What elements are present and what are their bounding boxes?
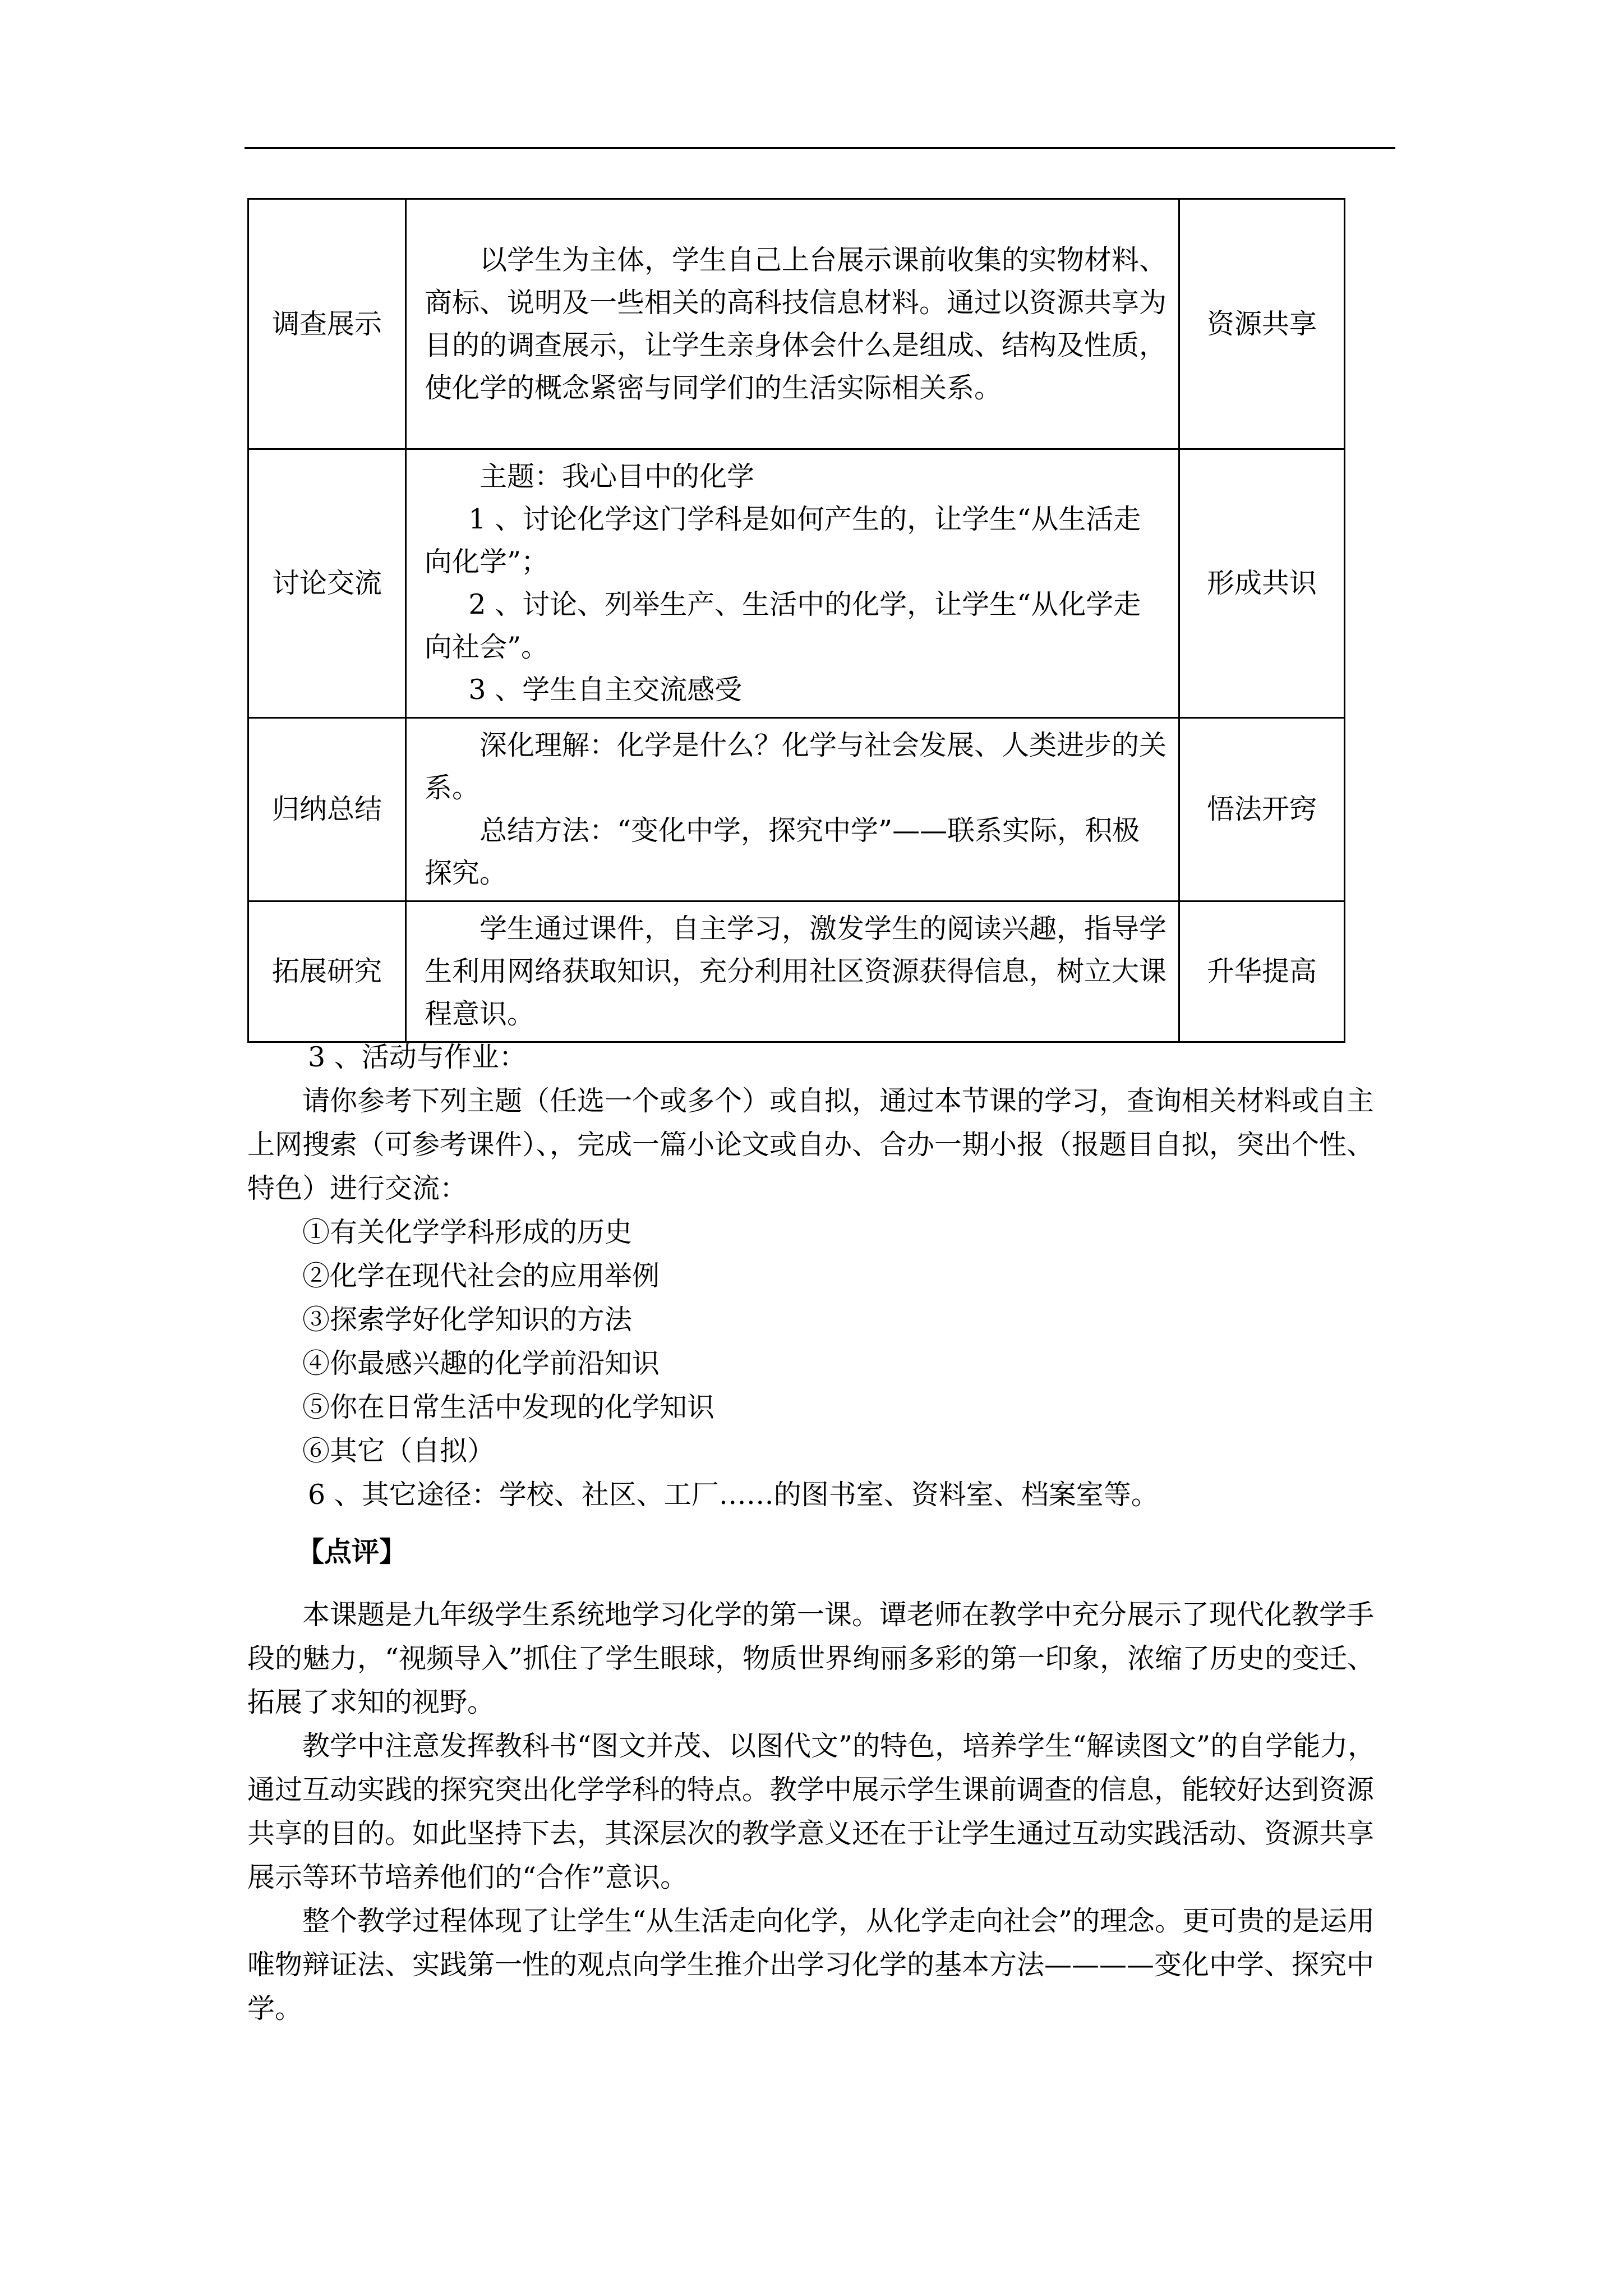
table-row [248,901,1345,1042]
activity-intro: 请你参考下列主题（任选一个或多个）或自拟，通过本节课的学习，查询相关材料或自主上网搜索（可参考课件）、，完成一篇小论文或自办、合办一期小报（报题目自拟，突出个性、特色）进行交流： [247,1085,1375,1204]
row-label: 讨论交流 [248,449,406,718]
row-goal: 升华提高 [1179,901,1345,1042]
row-goal: 资源共享 [1179,199,1345,449]
row-content-text: 学生通过课件，自主学习，激发学生的阅读兴趣，指导学生利用网络获取知识，充分利用社区资源获得信息，树立大课程意识。 [425,913,1167,1030]
review-paragraph: 整个教学过程体现了让学生“从生活走向化学，从化学走向社会”的理念。更可贵的是运用唯物辩证法、实践第一性的观点向学生推介出学习化学的基本方法————变化中学、探究中学。 [247,1905,1375,2024]
row-content [406,901,1179,1042]
table-row [248,199,1345,449]
row-label: 拓展研究 [248,901,406,1042]
row-content-text: 主题：我心目中的化学 [479,461,755,493]
table-row [248,449,1345,718]
topic-item: ⑥其它（自拟） [302,1435,495,1467]
table-row [248,718,1345,901]
row-label: 调查展示 [248,199,406,449]
row-content-text: 总结方法：“变化中学，探究中学”——联系实际，积极探究。 [425,815,1140,889]
row-content-text: 以学生为主体，学生自己上台展示课前收集的实物材料、商标、说明及一些相关的高科技信息材料。通过以资源共享为目的的调查展示，让学生亲身体会什么是组成、结构及性质，使化学的概念紧密与同学们的生活实际相关系。 [425,243,1167,404]
topic-item: ⑤你在日常生活中发现的化学知识 [302,1391,715,1423]
activity-heading: 3 、活动与作业： [308,1041,527,1073]
row-content-text: 3 、学生自主交流感受 [468,674,743,706]
review-paragraph: 本课题是九年级学生系统地学习化学的第一课。谭老师在教学中充分展示了现代化教学手段的魅力，“视频导入”抓住了学生眼球，物质世界绚丽多彩的第一印象，浓缩了历史的变迁、拓展了求知的视野。 [247,1599,1375,1718]
topic-item: ②化学在现代社会的应用举例 [302,1260,660,1292]
review-title: 【点评】 [297,1536,407,1568]
row-label: 归纳总结 [248,718,406,901]
activity-section [247,1036,1397,1517]
topic-item: ③探索学好化学知识的方法 [302,1304,633,1336]
topic-item: ①有关化学学科形成的历史 [302,1216,633,1248]
teaching-process-table [247,198,1345,1043]
row-content-text: 深化理解：化学是什么？化学与社会发展、人类进步的关系。 [425,729,1167,804]
row-content [406,718,1179,901]
row-content-text: 1 、讨论化学这门学科是如何产生的，让学生“从生活走向化学”； [425,503,1141,578]
row-content-text: 2 、讨论、列举生产、生活中的化学，让学生“从化学走向社会”。 [425,588,1141,663]
row-goal: 形成共识 [1179,449,1345,718]
row-content [406,449,1179,718]
row-goal: 悟法开窍 [1179,718,1345,901]
review-section [247,1530,1397,2031]
review-paragraph: 教学中注意发挥教科书“图文并茂、以图代文”的特色，培养学生“解读图文”的自学能力，通过互动实践的探究突出化学学科的特点。教学中展示学生课前调查的信息，能较好达到资源共享的目的。如此坚持下去，其深层次的教学意义还在于让学生通过互动实践活动、资源共享展示等环节培养他们的“合作”意识。 [247,1730,1376,1893]
topic-item: ④你最感兴趣的化学前沿知识 [302,1347,660,1379]
row-content [406,199,1179,449]
other-ways: 6 、其它途径：学校、社区、工厂……的图书室、资料室、档案室等。 [308,1479,1159,1511]
header-rule [245,147,1395,149]
